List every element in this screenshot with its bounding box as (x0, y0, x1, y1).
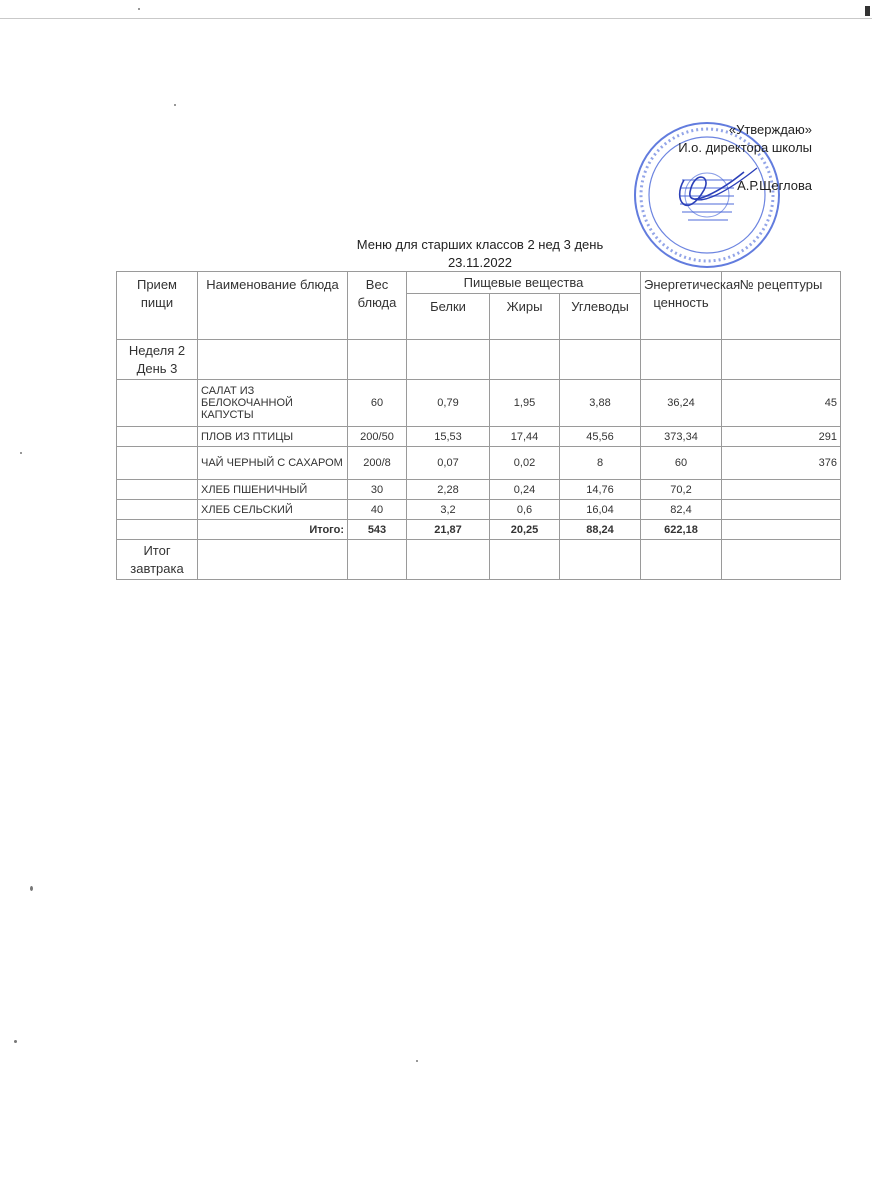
dish-proteins: 0,07 (407, 447, 490, 480)
week-day-row (117, 340, 841, 380)
dish-energy: 36,24 (641, 380, 722, 427)
dish-name: САЛАТ ИЗ БЕЛОКОЧАННОЙ КАПУСТЫ (198, 380, 348, 427)
total-weight: 543 (348, 520, 407, 540)
dish-carbs: 14,76 (560, 480, 641, 500)
total-carbs: 88,24 (560, 520, 641, 540)
scan-speck (14, 1040, 17, 1043)
dish-recipe (722, 480, 841, 500)
table-row (117, 427, 841, 447)
dish-fats: 0,02 (490, 447, 560, 480)
header-fats: Жиры (490, 294, 560, 340)
table-row (117, 480, 841, 500)
dish-name: ПЛОВ ИЗ ПТИЦЫ (198, 427, 348, 447)
dish-fats: 0,6 (490, 500, 560, 520)
dish-energy: 70,2 (641, 480, 722, 500)
header-proteins: Белки (407, 294, 490, 340)
scan-speck (138, 8, 140, 10)
dish-weight: 40 (348, 500, 407, 520)
header-carbs: Углеводы (560, 294, 641, 340)
menu-date: 23.11.2022 (447, 255, 513, 270)
scan-edge-line (0, 18, 872, 19)
dish-energy: 60 (641, 447, 722, 480)
scan-corner-mark (865, 6, 870, 16)
dish-name: ХЛЕБ ПШЕНИЧНЫЙ (198, 480, 348, 500)
dish-proteins: 2,28 (407, 480, 490, 500)
week-day-label: Неделя 2 День 3 (117, 340, 198, 380)
dish-energy: 373,34 (641, 427, 722, 447)
table-row (117, 380, 841, 427)
scan-speck (20, 452, 22, 454)
total-fats: 20,25 (490, 520, 560, 540)
dish-proteins: 3,2 (407, 500, 490, 520)
header-recipe: № рецептуры (722, 272, 841, 340)
total-proteins: 21,87 (407, 520, 490, 540)
dish-weight: 30 (348, 480, 407, 500)
scan-speck (30, 886, 33, 891)
approval-approve-text: «Утверждаю» (728, 122, 812, 137)
dish-proteins: 0,79 (407, 380, 490, 427)
dish-energy: 82,4 (641, 500, 722, 520)
breakfast-total-row (117, 540, 841, 580)
dish-carbs: 16,04 (560, 500, 641, 520)
dish-fats: 1,95 (490, 380, 560, 427)
header-nutrients: Пищевые вещества (407, 272, 641, 294)
total-label: Итого: (198, 520, 348, 540)
approval-signer-name: А.Р.Щеглова (737, 178, 812, 193)
dish-recipe (722, 500, 841, 520)
dish-weight: 200/50 (348, 427, 407, 447)
header-energy: Энергетическая ценность (641, 272, 722, 340)
header-row (117, 272, 841, 294)
dish-recipe: 291 (722, 427, 841, 447)
header-weight: Вес блюда (348, 272, 407, 340)
dish-name: ЧАЙ ЧЕРНЫЙ С САХАРОМ (198, 447, 348, 480)
breakfast-total-label: Итог завтрака (117, 540, 198, 580)
dish-proteins: 15,53 (407, 427, 490, 447)
menu-table (116, 271, 841, 580)
dish-weight: 200/8 (348, 447, 407, 480)
dish-recipe: 45 (722, 380, 841, 427)
header-meal: Прием пищи (117, 272, 198, 340)
table-row (117, 500, 841, 520)
scan-speck (416, 1060, 418, 1062)
menu-title: Меню для старших классов 2 нед 3 день (356, 237, 604, 252)
dish-fats: 17,44 (490, 427, 560, 447)
approval-position-text: И.о. директора школы (678, 140, 812, 155)
dish-carbs: 3,88 (560, 380, 641, 427)
scan-speck (174, 104, 176, 106)
dish-recipe: 376 (722, 447, 841, 480)
header-dish: Наименование блюда (198, 272, 348, 340)
table-row (117, 447, 841, 480)
total-energy: 622,18 (641, 520, 722, 540)
dish-weight: 60 (348, 380, 407, 427)
dish-carbs: 8 (560, 447, 641, 480)
dish-carbs: 45,56 (560, 427, 641, 447)
dish-name: ХЛЕБ СЕЛЬСКИЙ (198, 500, 348, 520)
total-row (117, 520, 841, 540)
dish-fats: 0,24 (490, 480, 560, 500)
